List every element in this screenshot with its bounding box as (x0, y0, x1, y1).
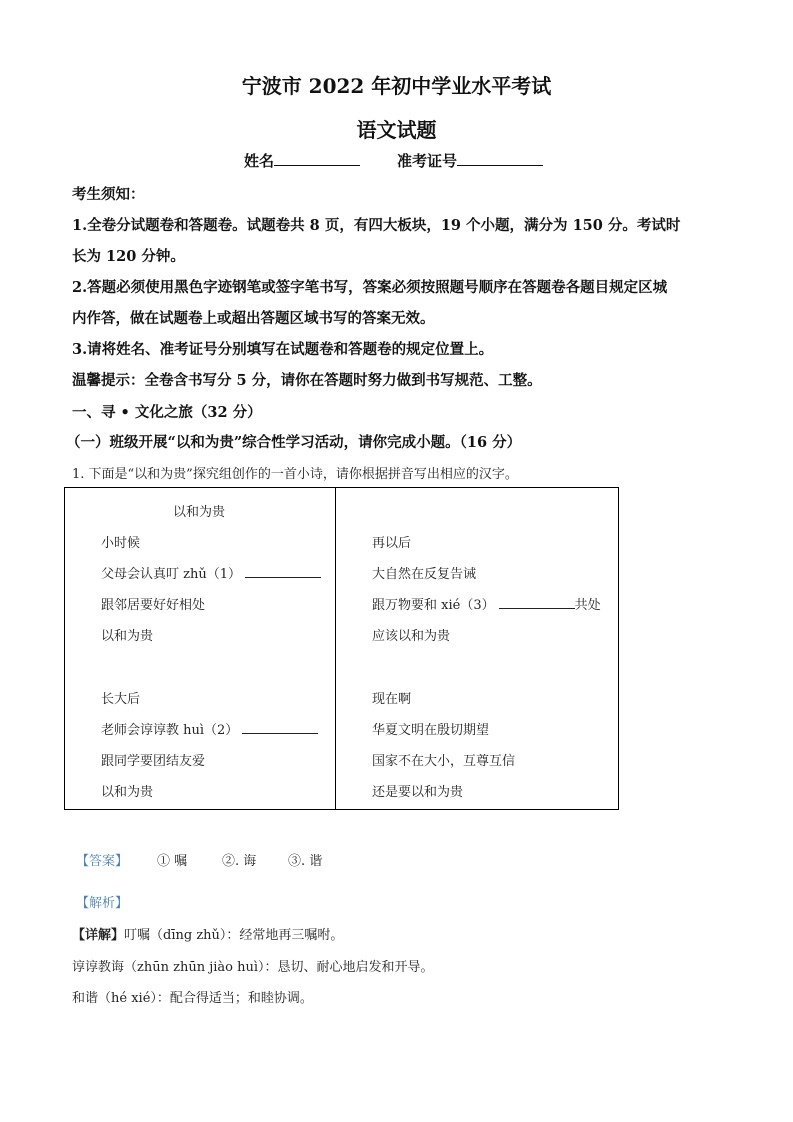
detail-label: 【详解】 (72, 928, 125, 943)
answer-item-1: ① 嘱 (157, 854, 188, 869)
poem-right-line-5: 现在啊 (372, 692, 412, 707)
analysis-line-1-text: 叮嘱（dīng zhǔ）：经常地再三嘱咐。 (124, 928, 344, 943)
analysis-label: 【解析】 (76, 896, 129, 911)
exam-title: 宁波市 2022 年初中学业水平考试 (241, 74, 552, 98)
name-field[interactable] (244, 150, 360, 171)
poem-right-line-2: 大自然在反复告诫 (372, 567, 477, 582)
answer-blank-2[interactable] (242, 722, 318, 734)
name-blank[interactable] (274, 151, 360, 166)
answer-label: 【答案】 (76, 854, 129, 869)
analysis-line-2: 谆谆教诲（zhūn zhūn jiào huì）：恳切、耐心地启发和开导。 (72, 960, 434, 975)
notice-item-2b: 内作答，做在试题卷上或超出答题区域书写的答案无效。 (72, 310, 435, 327)
poem-left-line-3: 跟邻居要好好相处 (101, 598, 206, 613)
analysis-line-1 (72, 924, 343, 943)
analysis-line-3: 和谐（hé xié）：配合得适当；和睦协调。 (72, 991, 313, 1006)
name-label: 姓名 (244, 152, 275, 170)
notice-item-1a: 1.全卷分试题卷和答题卷。试题卷共 8 页，有四大板块，19 个小题，满分为 150 分。考试时 (72, 217, 681, 234)
exam-id-label: 准考证号 (397, 152, 458, 170)
answer-item-2: ②. 诲 (222, 854, 257, 869)
subsection-title: （一）班级开展“以和为贵”综合性学习活动，请你完成小题。（16 分） (66, 434, 522, 451)
poem-table (64, 487, 619, 810)
poem-right-line-6: 华夏文明在殷切期望 (372, 723, 490, 738)
poem-right-line-3-after: 共处 (574, 598, 601, 613)
notice-tip: 温馨提示：全卷含书写分 5 分，请你在答题时努力做到书写规范、工整。 (72, 372, 542, 389)
poem-title: 以和为贵 (173, 505, 226, 520)
poem-left-line-6 (101, 719, 318, 738)
poem-left-line-5: 长大后 (101, 692, 141, 707)
poem-left-line-4: 以和为贵 (101, 629, 154, 644)
exam-id-field[interactable] (397, 150, 543, 171)
poem-right-line-1: 再以后 (372, 536, 412, 551)
poem-right-line-8: 还是要以和为贵 (372, 785, 464, 800)
exam-subtitle: 语文试题 (356, 118, 437, 142)
answer-blank-1[interactable] (245, 566, 321, 578)
answer-blank-3[interactable] (499, 597, 575, 609)
poem-right-line-3-text: 跟万物要和 xié（3） (372, 598, 495, 613)
poem-left-line-1: 小时候 (101, 536, 141, 551)
poem-left-line-8: 以和为贵 (101, 785, 154, 800)
poem-left-line-7: 跟同学要团结友爱 (101, 754, 206, 769)
answer-item-3: ③. 谐 (288, 854, 323, 869)
section-title: 一、寻 • 文化之旅（32 分） (72, 404, 262, 421)
poem-right-line-4: 应该以和为贵 (372, 629, 451, 644)
exam-id-blank[interactable] (457, 151, 543, 166)
notice-item-3: 3.请将姓名、准考证号分别填写在试题卷和答题卷的规定位置上。 (72, 341, 494, 358)
poem-divider (335, 488, 336, 809)
notice-item-2a: 2.答题必须使用黑色字迹钢笔或签字笔书写，答案必须按照题号顺序在答题卷各题目规定区城 (72, 279, 668, 296)
question-1: 1. 下面是“以和为贵”探究组创作的一首小诗，请你根据拼音写出相应的汉字。 (72, 467, 518, 482)
poem-left-line-2-text: 父母会认真叮 zhǔ（1） (101, 567, 241, 582)
poem-left-line-2 (101, 563, 321, 582)
poem-right-line-3 (372, 594, 601, 613)
poem-left-line-6-text: 老师会谆谆教 huì（2） (101, 723, 239, 738)
notice-heading: 考生须知： (72, 186, 145, 203)
notice-item-1b: 长为 120 分钟。 (72, 248, 185, 265)
poem-right-line-7: 国家不在大小，互尊互信 (372, 754, 516, 769)
